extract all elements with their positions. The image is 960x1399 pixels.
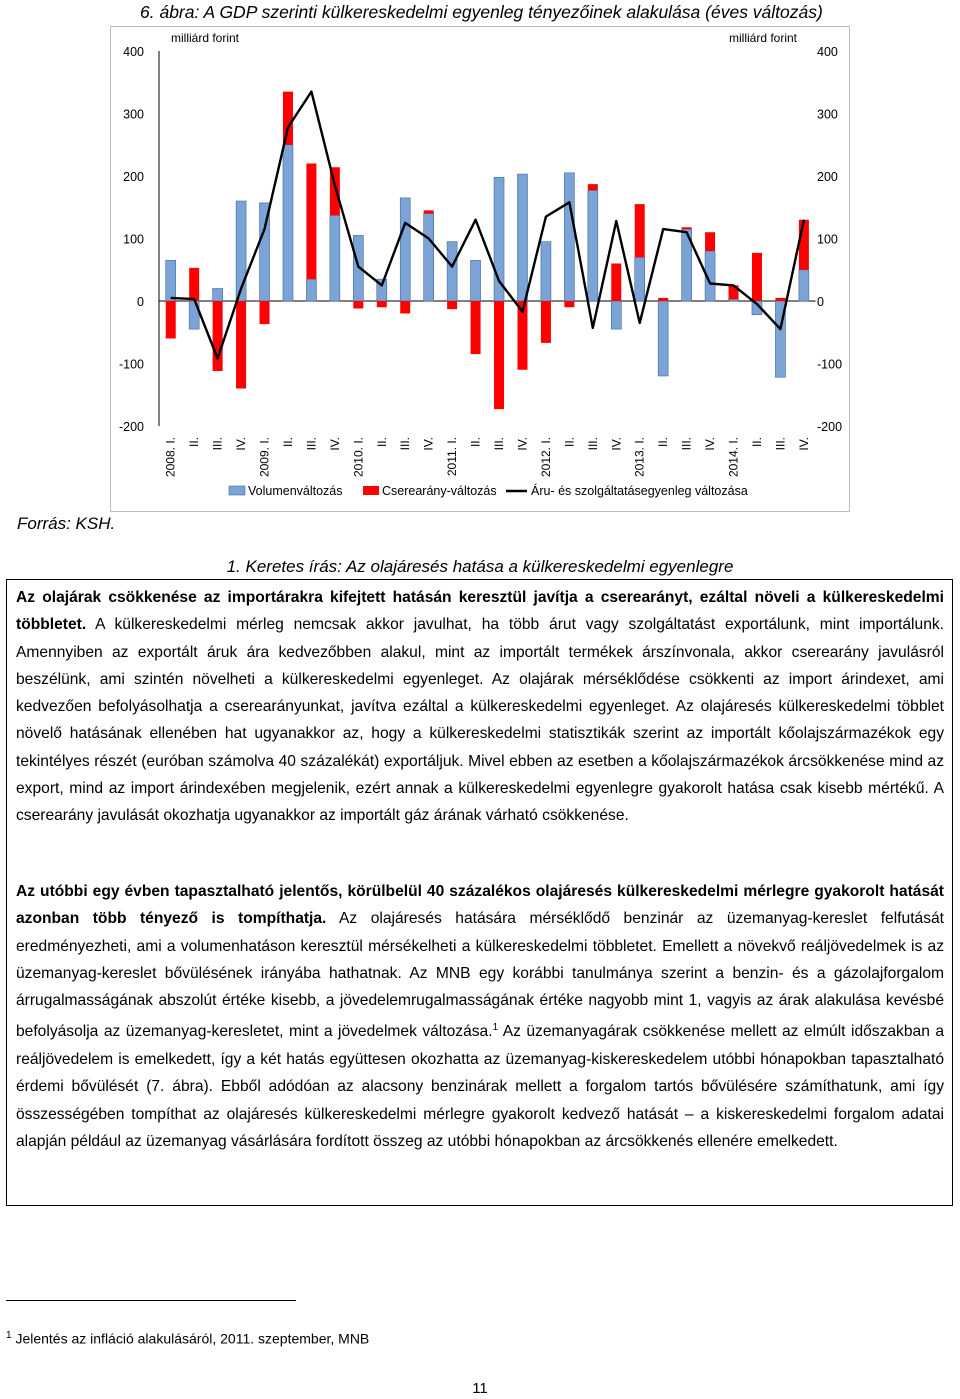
figure-source: Forrás: KSH. bbox=[17, 514, 116, 533]
bar-volumen bbox=[283, 145, 293, 301]
y-tick-label-left: 100 bbox=[123, 232, 144, 247]
bar-cserearany bbox=[213, 301, 223, 371]
bar-cserearany bbox=[166, 301, 176, 339]
bar-cserearany bbox=[494, 301, 504, 409]
box-paragraph-1 bbox=[16, 584, 944, 830]
box-title: 1. Keretes írás: Az olajáresés hatása a külkereskedelmi egyenlegre bbox=[226, 557, 734, 576]
x-tick-label: 2011. I. bbox=[445, 437, 460, 477]
chart-svg bbox=[111, 27, 849, 511]
legend-label-line: Áru- és szolgáltatásegyenleg változása bbox=[531, 484, 748, 498]
x-tick-label: II. bbox=[656, 437, 671, 448]
bar-cserearany bbox=[635, 204, 645, 257]
x-tick-label: III. bbox=[210, 437, 225, 451]
bar-volumen bbox=[400, 198, 410, 301]
bar-volumen bbox=[471, 260, 481, 301]
x-tick-label: III. bbox=[398, 437, 413, 451]
bar-cserearany bbox=[400, 301, 410, 314]
x-tick-label: IV. bbox=[234, 437, 249, 451]
x-tick-label: IV. bbox=[796, 437, 811, 451]
box-paragraph-2-text-b: Az üzemanyagárak csökkenése mellett az elmúlt időszakban a reáljövedelem is emelkedett, így a két hatás együttesen okozhatta az üzemanyag-kiskereskedelem utóbbi hónapokban tapasztalható érdemi bővülését (7. ábra). Ebből adódóan az alacsony benzinárak mellett a forgalom tartós bővülésére számíthatunk, ami így összességében tompíthat az olajáresés külkereskedelmi mérlegre gyakorolt kedvező hatását – a kiskereskedelmi forgalom adatai alapján például az üzemanyag vásárlására fordított összeg az utóbbi hónapokban az árcsökkenés ellenére emelkedett. bbox=[16, 1023, 944, 1150]
y-unit-left: milliárd forint bbox=[171, 31, 240, 45]
y-tick-label-right: 300 bbox=[817, 107, 838, 122]
box-paragraph-2-text-a: Az olajáresés hatására mérséklődő benzinár az üzemanyag-kereslet felfutását eredményezheti, ami a volumenhatáson keresztül mérsékelheti a külkereskedelmi többletet. Emellett a növekvő reáljövedelmek is az üzemanyag-kereslet bővülésének irányába hathatnak. Az MNB egy korábbi tanulmánya szerint a benzin- és a gázolajforgalom árrugalmasságának abszolút értéke kisebb, a jövedelemrugalmasságának értéke nagyobb mint 1, vagyis az árak alakulása kevésbé befolyásolja az üzemanyag-keresletet, mint a jövedelmek változása. bbox=[16, 910, 944, 1041]
bar-cserearany bbox=[260, 301, 270, 324]
y-tick-label-left: 300 bbox=[123, 107, 144, 122]
y-tick-label-left: 200 bbox=[123, 170, 144, 184]
bar-cserearany bbox=[658, 298, 668, 301]
x-tick-label: III. bbox=[679, 437, 694, 451]
x-tick-label: 2010. I. bbox=[351, 437, 366, 478]
bar-cserearany bbox=[799, 220, 809, 270]
bar-cserearany bbox=[682, 227, 692, 229]
box-paragraph-1-text: A külkereskedelmi mérleg nemcsak akkor javulhat, ha több árut vagy szolgáltatást exportálunk, mint importálunk. Amennyiben az exportált áruk ára kedvezőbben alakul, mint az importált termékek árszínvonala, akkor cserearány javulásról beszélünk, ami szintén növelheti a külkereskedelmi egyenleget. Az olajárak mérséklődése csökkenti az import árindexet, ami kedvezően befolyásolhatja a cserearányunkat, javítva ezáltal a külkereskedelmi egyenleget. Az olajáresés külkereskedelmi többlet növelő hatásának ellenében hat ugyanakkor az, hogy a külkereskedelmi statisztikák szerint az importált kőolajszármazékok egy tekintélyes részét (euróban számolva 40 százalékát) exportáljuk. Mivel ebben az esetben a kőolajszármazékok árcsökkenése mind az export, mind az import árindexében megjelenik, ezért annak a külkereskedelmi egyenlegre gyakorolt hatása csak kisebb mértékű. A cserearány javulását okozhatja ugyanakkor az importált gáz árának várható csökkenése. bbox=[16, 616, 944, 825]
bar-cserearany bbox=[283, 92, 293, 145]
bar-volumen bbox=[541, 242, 551, 301]
box-paragraph-2 bbox=[16, 878, 944, 1155]
text-box bbox=[6, 579, 953, 1206]
bar-cserearany bbox=[447, 301, 457, 309]
y-tick-label-left: -100 bbox=[118, 357, 144, 372]
x-tick-label: II. bbox=[374, 437, 389, 448]
x-tick-label: IV. bbox=[421, 437, 436, 451]
bar-volumen bbox=[564, 173, 574, 301]
y-unit-right: milliárd forint bbox=[728, 31, 797, 45]
y-tick-label-right: 0 bbox=[817, 295, 824, 309]
bar-cserearany bbox=[353, 301, 363, 309]
chart-container bbox=[110, 26, 850, 512]
bar-cserearany bbox=[705, 232, 715, 251]
bar-volumen bbox=[729, 299, 739, 301]
x-tick-label: IV. bbox=[703, 437, 718, 451]
bar-cserearany bbox=[306, 164, 316, 280]
y-tick-label-right: -200 bbox=[817, 420, 843, 434]
bar-cserearany bbox=[189, 268, 199, 301]
bar-volumen bbox=[330, 215, 340, 301]
bar-volumen bbox=[213, 289, 223, 302]
bar-volumen bbox=[588, 190, 598, 301]
bar-cserearany bbox=[424, 210, 434, 213]
x-tick-label: II. bbox=[468, 437, 483, 448]
page-number: 11 bbox=[472, 1380, 488, 1397]
x-tick-label: III. bbox=[304, 437, 319, 451]
bar-volumen bbox=[611, 301, 621, 329]
x-tick-label: II. bbox=[749, 437, 764, 448]
legend-label-cserearany: Cserearány-változás bbox=[382, 484, 497, 498]
y-tick-label-left: 400 bbox=[123, 45, 144, 59]
bar-volumen bbox=[799, 270, 809, 301]
bar-cserearany bbox=[471, 301, 481, 354]
x-tick-label: 2014. I. bbox=[726, 437, 741, 478]
x-tick-label: II. bbox=[562, 437, 577, 448]
bar-volumen bbox=[447, 242, 457, 301]
footnote-number: 1 bbox=[6, 1330, 12, 1341]
bar-volumen bbox=[658, 301, 668, 376]
y-tick-label-left: -200 bbox=[118, 420, 144, 434]
x-tick-label: IV. bbox=[609, 437, 624, 451]
footnote-separator bbox=[6, 1300, 296, 1301]
x-tick-label: 2008. I. bbox=[163, 437, 178, 478]
figure-title: 6. ábra: A GDP szerinti külkereskedelmi egyenleg tényezőinek alakulása (éves változás) bbox=[140, 2, 823, 22]
legend-swatch-cserearany bbox=[363, 486, 379, 495]
bar-cserearany bbox=[752, 253, 762, 301]
footnote-reference: 1 bbox=[492, 1022, 499, 1034]
legend-swatch-volumen bbox=[229, 486, 245, 495]
x-tick-label: III. bbox=[773, 437, 788, 451]
y-tick-label-right: 200 bbox=[817, 170, 838, 184]
legend-label-volumen: Volumenváltozás bbox=[248, 484, 343, 498]
y-tick-label-right: 400 bbox=[817, 45, 838, 59]
x-tick-label: II. bbox=[187, 437, 202, 448]
bar-volumen bbox=[635, 257, 645, 301]
y-tick-label-left: 0 bbox=[137, 295, 144, 309]
x-tick-label: III. bbox=[492, 437, 507, 451]
bar-cserearany bbox=[377, 301, 387, 307]
bar-volumen bbox=[306, 279, 316, 301]
y-tick-label-right: -100 bbox=[817, 357, 843, 372]
x-tick-label: 2012. I. bbox=[538, 437, 553, 478]
bar-cserearany bbox=[775, 298, 785, 301]
x-tick-label: IV. bbox=[515, 437, 530, 451]
box-paragraph-1-bold: Az olajárak csökkenése az importárakra kifejtett hatásán keresztül javítja a cserearányt, ezáltal növeli a külkereskedelmi többletet. bbox=[16, 589, 944, 634]
bar-volumen bbox=[517, 174, 527, 301]
bar-cserearany bbox=[588, 184, 598, 190]
x-tick-label: II. bbox=[280, 437, 295, 448]
y-tick-label-right: 100 bbox=[817, 232, 838, 247]
bar-cserearany bbox=[236, 301, 246, 389]
x-tick-label: III. bbox=[585, 437, 600, 451]
bar-cserearany bbox=[541, 301, 551, 343]
footnote-text: Jelentés az infláció alakulásáról, 2011. szeptember, MNB bbox=[11, 1330, 370, 1347]
footnote bbox=[6, 1330, 369, 1347]
box-paragraph-2-bold: Az utóbbi egy évben tapasztalható jelentős, körülbelül 40 százalékos olajáresés külkereskedelmi mérlegre gyakorolt hatását azonban több tényező is tompíthatja. bbox=[16, 883, 944, 928]
bar-cserearany bbox=[611, 264, 621, 302]
bar-volumen bbox=[424, 214, 434, 302]
x-tick-label: 2013. I. bbox=[632, 437, 647, 478]
bar-cserearany bbox=[564, 301, 574, 307]
bar-volumen bbox=[166, 260, 176, 301]
x-tick-label: IV. bbox=[327, 437, 342, 451]
x-tick-label: 2009. I. bbox=[257, 437, 272, 478]
